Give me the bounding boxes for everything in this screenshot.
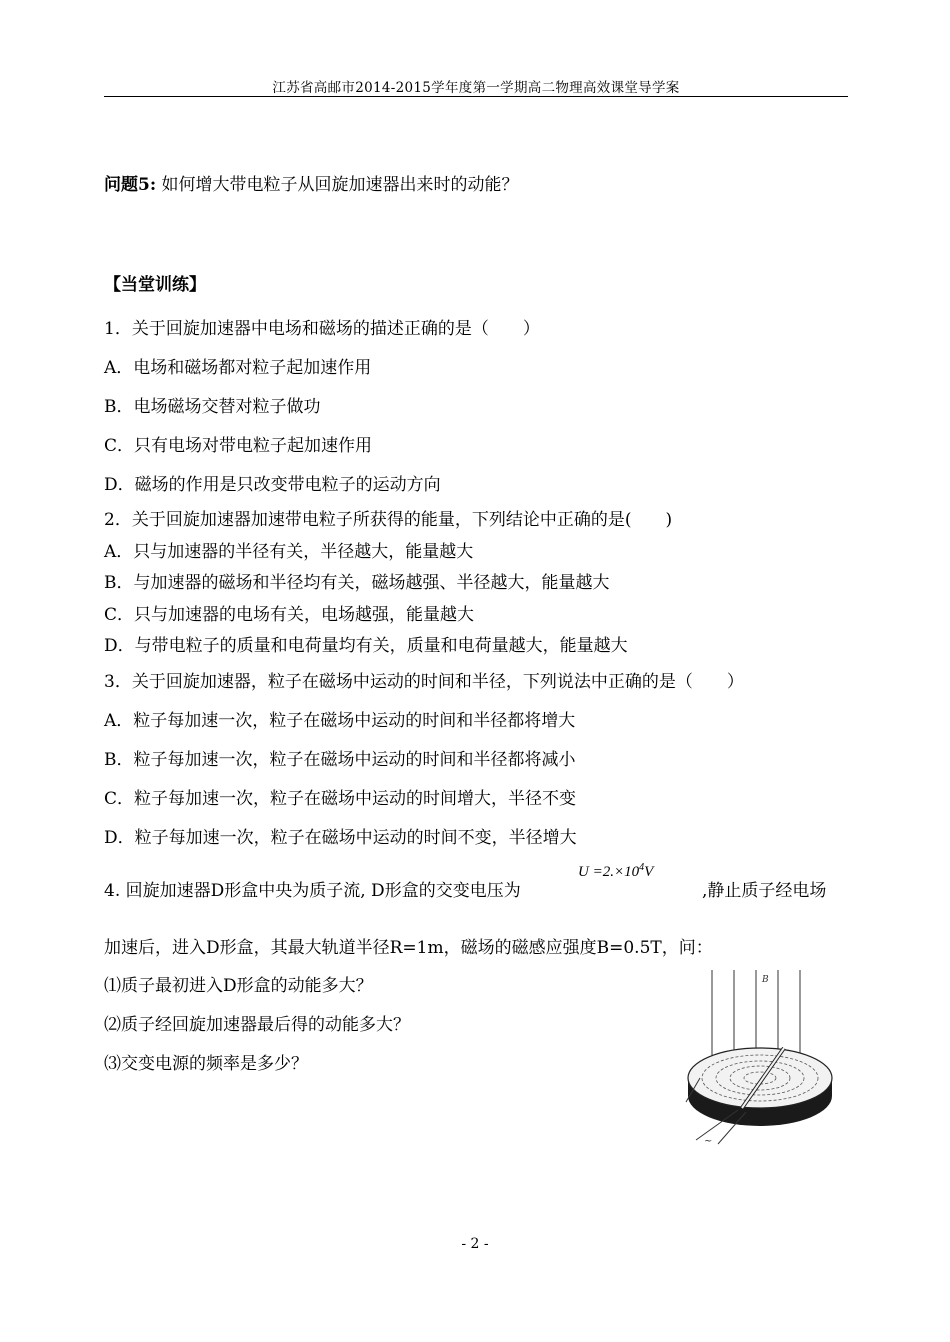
q3-stem: 3．关于回旋加速器，粒子在磁场中运动的时间和半径，下列说法中正确的是（ ） <box>104 672 744 692</box>
question-5-text: 如何增大带电粒子从回旋加速器出来时的动能？ <box>161 175 519 195</box>
ac-source-label: ~ <box>704 1136 713 1147</box>
formula-main: U =2.×10 <box>578 864 640 880</box>
q1-option-d: D．磁场的作用是只改变带电粒子的运动方向 <box>104 475 441 495</box>
field-label: B <box>762 975 769 985</box>
question-5 <box>104 174 519 196</box>
formula-exponent: 4 <box>639 862 645 873</box>
cyclotron-figure <box>678 968 836 1148</box>
q3-option-d: D．粒子每加速一次，粒子在磁场中运动的时间不变，半径增大 <box>104 828 577 848</box>
q2-stem: 2．关于回旋加速器加速带电粒子所获得的能量，下列结论中正确的是( ) <box>104 510 673 530</box>
header-divider <box>104 96 848 97</box>
q4-stem-part2: ,静止质子经电场 <box>702 881 827 901</box>
q2-option-c: C．只与加速器的电场有关，电场越强，能量越大 <box>104 605 475 625</box>
dee-disc <box>688 1048 832 1108</box>
q1-option-c: C．只有电场对带电粒子起加速作用 <box>104 436 373 456</box>
q1-stem: 1．关于回旋加速器中电场和磁场的描述正确的是（ ） <box>104 319 540 339</box>
q2-option-b: B．与加速器的磁场和半径均有关，磁场越强、半径越大，能量越大 <box>104 573 610 593</box>
q3-option-b: B．粒子每加速一次，粒子在磁场中运动的时间和半径都将减小 <box>104 750 576 770</box>
q1-option-b: B．电场磁场交替对粒子做功 <box>104 397 321 417</box>
q4-stem-line2: 加速后，进入D形盒，其最大轨道半径R=1m，磁场的磁感应强度B=0.5T，问： <box>104 938 713 958</box>
question-5-label: 问题5: <box>104 175 157 195</box>
q2-option-d: D．与带电粒子的质量和电荷量均有关，质量和电荷量越大，能量越大 <box>104 636 628 656</box>
q4-part-1: ⑴质子最初进入D形盒的动能多大？ <box>104 976 373 996</box>
page-header: 江苏省高邮市2014-2015学年度第一学期高二物理高效课堂导学案 <box>272 80 680 96</box>
q4-part-2: ⑵质子经回旋加速器最后得的动能多大？ <box>104 1015 410 1035</box>
voltage-formula <box>578 862 653 881</box>
q3-option-a: A．粒子每加速一次，粒子在磁场中运动的时间和半径都将增大 <box>104 711 576 731</box>
q4-stem-part1: 4. 回旋加速器D形盒中央为质子流, D形盒的交变电压为 <box>104 881 521 901</box>
q2-option-a: A．只与加速器的半径有关，半径越大，能量越大 <box>104 542 474 562</box>
formula-unit: V <box>644 864 654 880</box>
q3-option-c: C．粒子每加速一次，粒子在磁场中运动的时间增大，半径不变 <box>104 789 577 809</box>
q1-option-a: A．电场和磁场都对粒子起加速作用 <box>104 358 372 378</box>
page-number: - 2 - <box>461 1236 489 1252</box>
section-title: 【当堂训练】 <box>104 275 206 295</box>
q4-part-3: ⑶交变电源的频率是多少？ <box>104 1054 308 1074</box>
